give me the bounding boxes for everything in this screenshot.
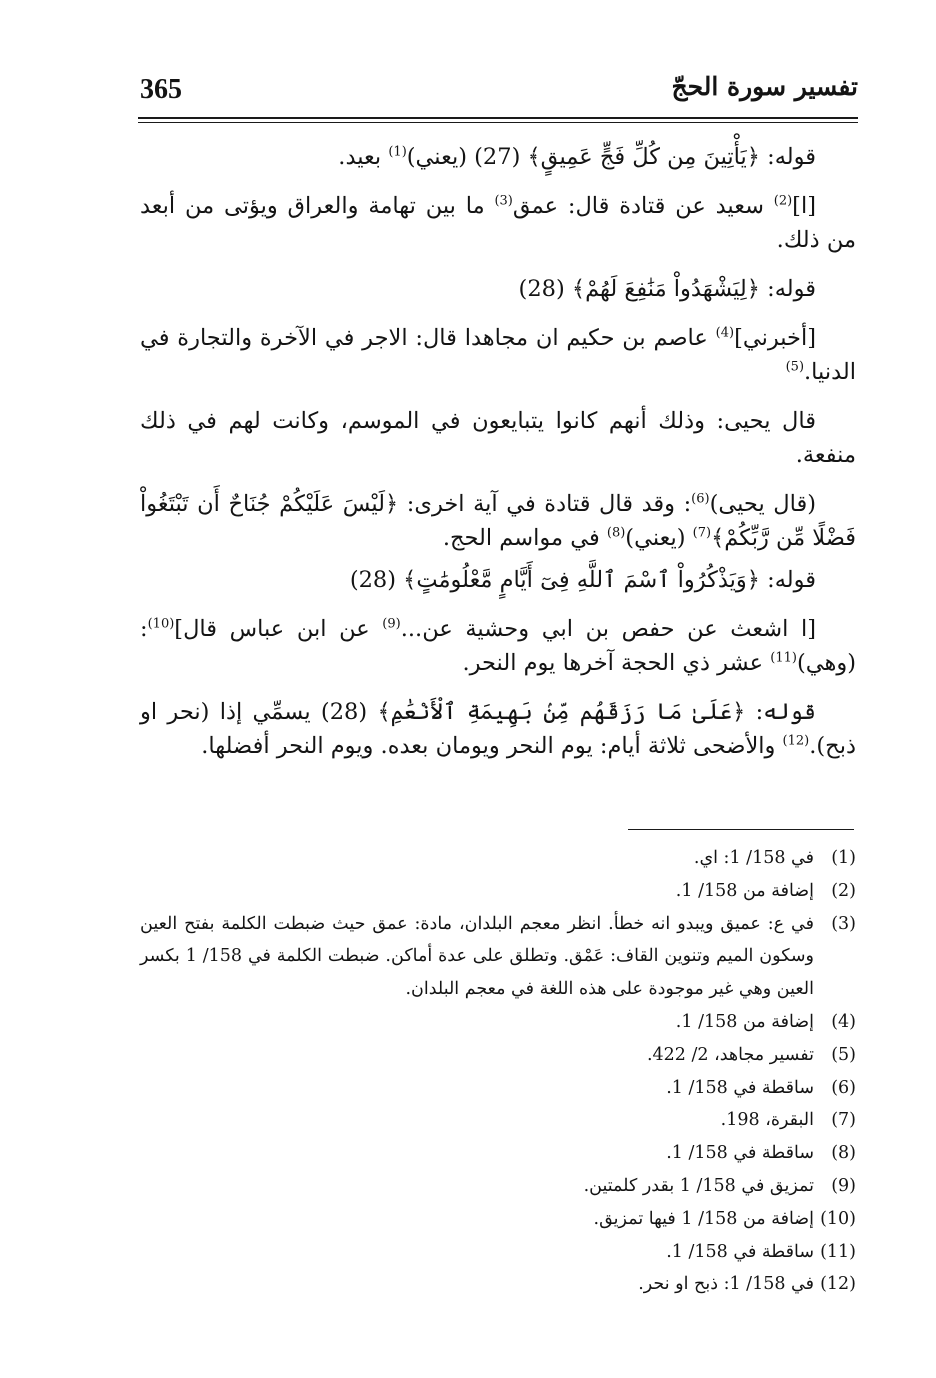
footnote xyxy=(140,1072,856,1105)
footnote-text: البقرة، 198. xyxy=(720,1110,814,1131)
footnote-text: تفسير مجاهد، 2/ 422. xyxy=(646,1044,814,1065)
footnote xyxy=(140,842,856,875)
footnote-ref: (12) xyxy=(782,733,810,749)
footnote-text: في 158/ 1: اي. xyxy=(693,848,814,868)
footnote-ref: (10) xyxy=(147,616,175,632)
footnote-ref: (8) xyxy=(606,525,626,541)
footnote-ref: (3) xyxy=(494,193,513,209)
header-rule xyxy=(138,117,858,123)
paragraph: [ا]$^{(2)}$ سعيد عن قتادة قال: عمق$^{(3)}$ ما بين تهامة والعراق ويؤتى من أبعد من ذلك. xyxy=(140,193,856,253)
footnote-ref: (2) xyxy=(773,193,793,209)
paragraph: [ا اشعث عن حفص بن ابي وحشية عن...$^{(9)}$ عن ابن عباس قال]$^{(10)}$: (وهي)$^{(11)}$ عشر ذي الحجة آخرها يوم النحر. xyxy=(140,616,856,676)
footnote xyxy=(140,1137,856,1170)
footnote-number: (2) xyxy=(831,880,856,901)
paragraph: (قال يحيى)$^{(6)}$: وقد قال قتادة في آية اخرى: ﴿لَيْسَ عَلَيْكُمْ جُنَاحٌ أَن تَبْتَغُواْ فَضْلًا مِّن رَّبِّكُمْ﴾$^{(7)}$ (يعني)$^{(8)}$ في مواسم الحج. xyxy=(140,491,856,551)
footnote xyxy=(140,1170,856,1203)
footnote xyxy=(140,1039,856,1072)
footnote-ref: (7) xyxy=(692,525,712,541)
footnote xyxy=(140,875,856,908)
paragraph: [أخبرني]$^{(4)}$ عاصم بن حكيم ان مجاهدا قال: الاجر في الآخرة والتجارة في الدنيا.$^{(5)}$ xyxy=(140,325,856,385)
footnote xyxy=(140,1104,856,1137)
footnote-text: ساقطة في 158/ 1. xyxy=(666,1077,814,1098)
footnote-text: في 158/ 1: ذبح او نحر. xyxy=(638,1274,814,1295)
footnote xyxy=(140,1236,856,1269)
main-text xyxy=(140,140,856,778)
footnote-ref: (6) xyxy=(691,491,710,507)
footnote-number: (4) xyxy=(831,1011,856,1032)
footnote xyxy=(140,1006,856,1039)
paragraph: قوله: ﴿عَلَىٰ مَا رَزَقَهُم مِّنۢ بَهِيمَةِ ٱلْأَنْعَٰمِ﴾ (28) يسمِّي إذا (نحر او ذبح).$^{(12)}$ والأضحى ثلاثة أيام: يوم النحر ويومان بعده. ويوم النحر أفضلها. xyxy=(140,699,856,759)
footnote-number: (12) xyxy=(820,1274,856,1295)
footnote-ref: (11) xyxy=(770,650,797,666)
running-title: تفسير سورة الحجّ xyxy=(671,72,858,101)
paragraph: قوله: ﴿يَأْتِينَ مِن كُلِّ فَجٍّ عَمِيقٍ﴾ (27) (يعني)$^{(1)}$ بعيد. xyxy=(338,144,816,170)
footnote xyxy=(140,1203,856,1236)
footnote-ref: (5) xyxy=(785,359,805,375)
footnote-text: إضافة من 158/ 1. xyxy=(675,1011,814,1032)
footnote-text: ساقطة في 158/ 1. xyxy=(666,1241,814,1262)
footnotes-list xyxy=(140,842,856,1301)
footnote xyxy=(140,1268,856,1301)
footnote-number: (7) xyxy=(831,1110,856,1131)
footnote-ref: (9) xyxy=(382,616,401,632)
paragraph: قوله: ﴿لِيَشْهَدُواْ مَنَٰفِعَ لَهُمْ﴾ (28) xyxy=(518,276,816,302)
footnote-number: (9) xyxy=(831,1175,856,1196)
footnote-ref: (4) xyxy=(715,325,735,341)
footnote-number: (10) xyxy=(820,1208,856,1229)
footnote-text: ساقطة في 158/ 1. xyxy=(666,1143,814,1164)
footnote-number: (6) xyxy=(831,1077,856,1098)
page-number: 365 xyxy=(140,74,182,105)
footnote-text: إضافة من 158/ 1. xyxy=(675,880,814,901)
footnote-separator xyxy=(628,829,854,830)
footnote-number: (3) xyxy=(831,913,856,934)
page-header xyxy=(140,72,858,112)
footnote-text: تمزيق في 158/ 1 بقدر كلمتين. xyxy=(583,1175,814,1196)
paragraph: قوله: ﴿وَيَذْكُرُواْ ٱسْمَ ٱللَّهِ فِىٓ أَيَّامٍ مَّعْلُومَٰتٍ﴾ (28) xyxy=(349,567,816,593)
footnote-ref: (1) xyxy=(388,144,407,160)
paragraph: قال يحيى: وذلك أنهم كانوا يتبايعون في الموسم، وكانت لهم في ذلك منفعة. xyxy=(140,408,856,468)
footnote-number: (11) xyxy=(820,1241,856,1262)
footnote-number: (8) xyxy=(831,1143,856,1164)
footnote-number: (1) xyxy=(831,848,856,868)
footnote-text: في ع: عميق ويبدو انه خطأ. انظر معجم البلدان، مادة: عمق حيث ضبطت الكلمة بفتح العين وسكون الميم وتنوين القاف: عَمْق. وتطلق على عدة أماكن. ضبطت الكلمة في 158/ 1 بكسر العين وهي غير موجودة على هذه اللغة في معجم البلدان. xyxy=(140,913,814,1000)
footnote-text: إضافة من 158/ 1 فيها تمزيق. xyxy=(593,1208,814,1229)
footnote xyxy=(140,908,856,1006)
footnote-number: (5) xyxy=(831,1044,856,1065)
